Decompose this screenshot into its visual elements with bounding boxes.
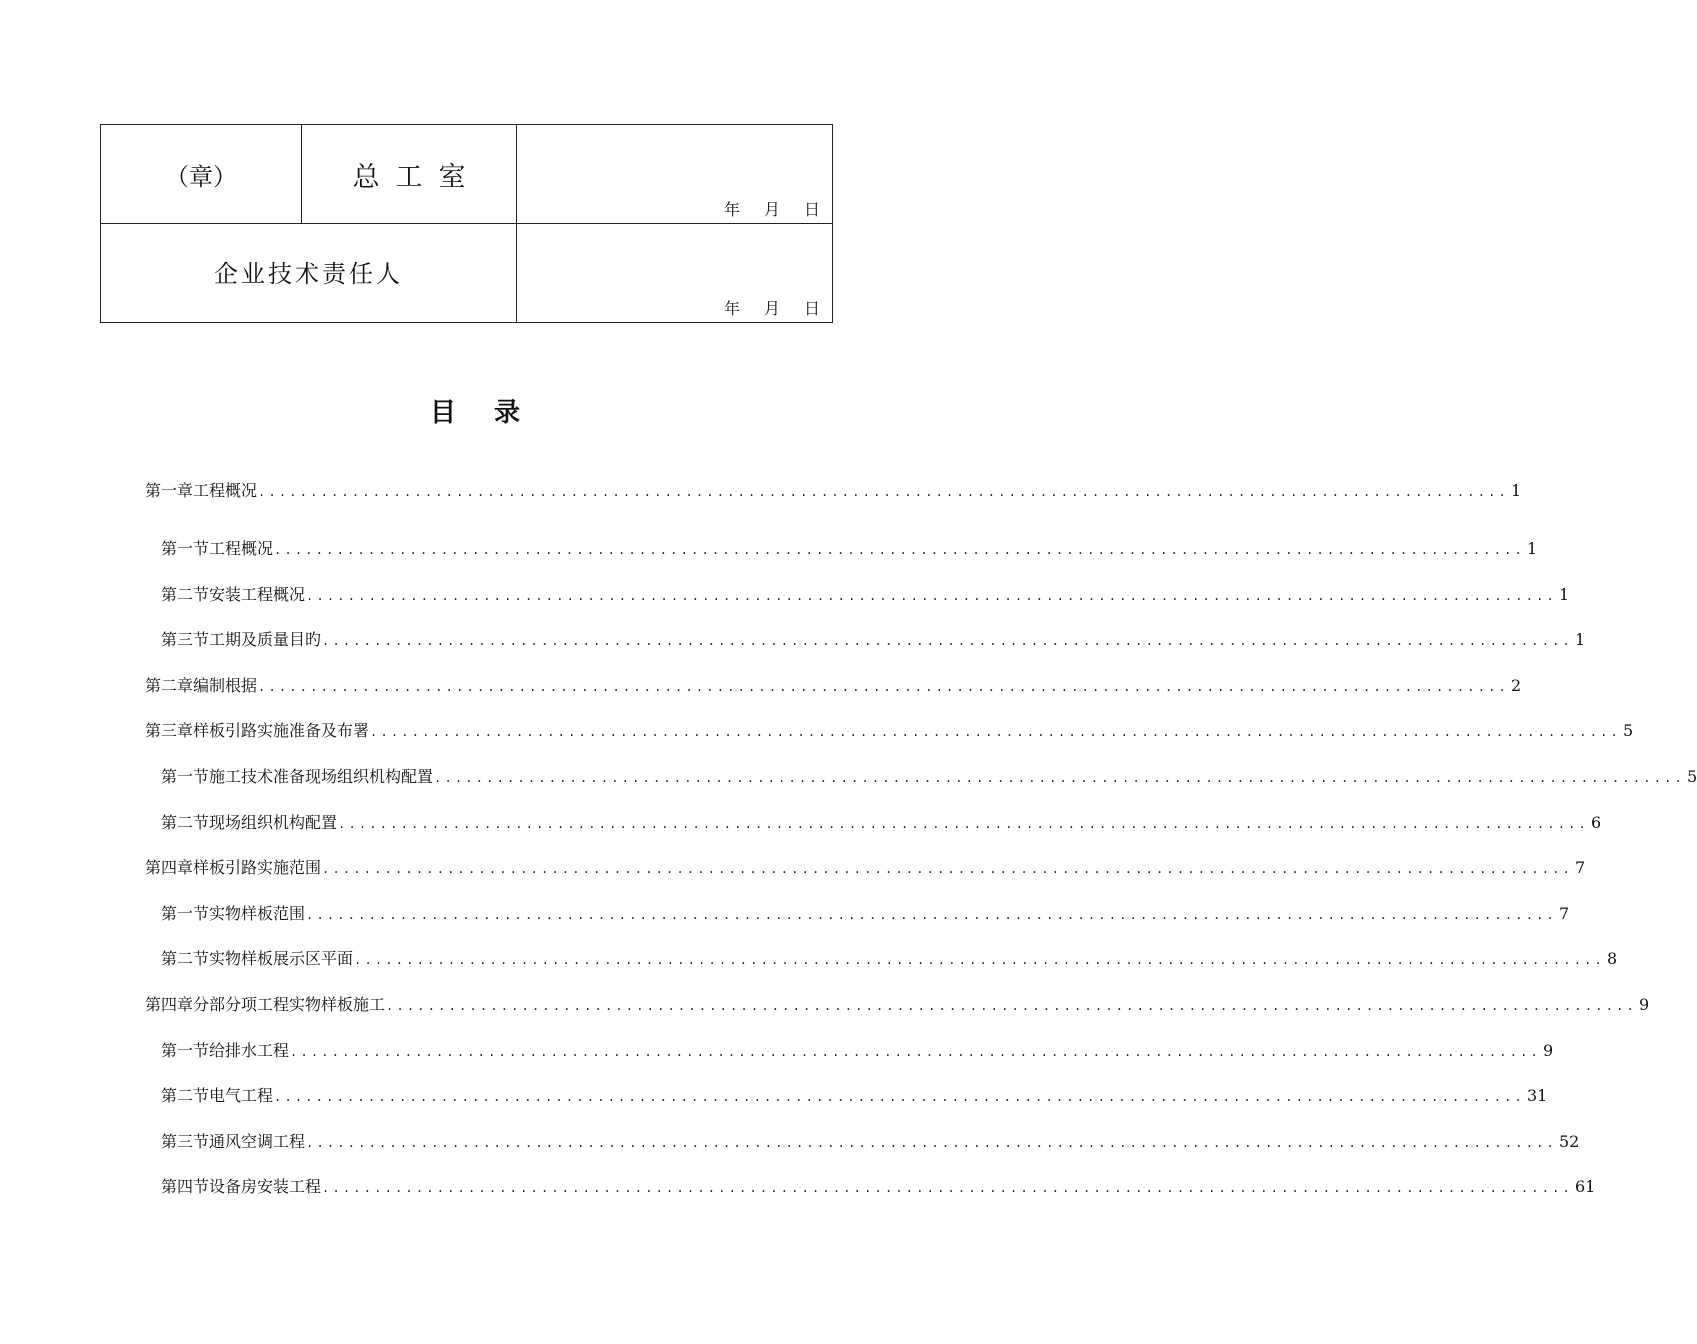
toc-section-entry[interactable] bbox=[161, 948, 1618, 970]
department-cell bbox=[302, 125, 517, 224]
toc-entry-number: 第二节 bbox=[161, 585, 210, 604]
toc-section-entry[interactable] bbox=[161, 812, 1602, 834]
toc-leader-dots: ........................................................................................................................ bbox=[258, 485, 1509, 499]
toc-leader-dots: ........................................................................................................................ bbox=[306, 589, 1557, 603]
toc-entry-number: 第一节 bbox=[161, 767, 210, 786]
toc-chapter-entry[interactable] bbox=[145, 675, 1522, 697]
toc-chapter-entry[interactable] bbox=[145, 857, 1586, 879]
toc-leader-dots: ........................................................................................................................ bbox=[306, 908, 1557, 922]
date-line bbox=[724, 296, 820, 319]
toc-entry-page: 31 bbox=[1526, 1086, 1548, 1105]
toc-entry-number: 第三节 bbox=[161, 1132, 210, 1151]
toc-leader-dots: ........................................................................................................................ bbox=[386, 999, 1637, 1013]
toc-chapter-entry[interactable] bbox=[145, 720, 1634, 742]
toc-entry-title: 工期及质量目旳 bbox=[209, 630, 322, 649]
toc-entry-title: 设备房安装工程 bbox=[209, 1177, 322, 1196]
toc-leader-dots: ........................................................................................................................ bbox=[258, 680, 1509, 694]
toc-section-entry[interactable] bbox=[161, 1176, 1596, 1198]
toc-section-entry[interactable] bbox=[161, 584, 1570, 606]
date-line bbox=[724, 197, 820, 220]
toc-entry-number: 第一章 bbox=[145, 481, 194, 500]
toc-entry-page: 8 bbox=[1606, 949, 1618, 968]
toc-section-entry[interactable] bbox=[161, 1040, 1554, 1062]
date-day: 日 bbox=[803, 200, 820, 219]
toc-entry-title: 现场组织机构配置 bbox=[209, 813, 338, 832]
toc-entry-page: 1 bbox=[1510, 481, 1522, 500]
toc-entry-title: 工程概况 bbox=[209, 539, 274, 558]
toc-leader-dots: ........................................................................................................................ bbox=[322, 862, 1573, 876]
toc-entry-page: 6 bbox=[1590, 813, 1602, 832]
responsible-label: 企业技术责任人 bbox=[214, 259, 403, 288]
toc-entry-page: 61 bbox=[1574, 1177, 1596, 1196]
toc-entry-title: 样板引路实施范围 bbox=[193, 858, 322, 877]
toc-entry-page: 7 bbox=[1558, 904, 1570, 923]
date-year: 年 bbox=[723, 299, 740, 318]
toc-entry-title: 分部分项工程实物样板施工 bbox=[193, 995, 386, 1014]
toc-entry-page: 2 bbox=[1510, 676, 1522, 695]
toc-entry-page: 1 bbox=[1558, 585, 1570, 604]
toc-leader-dots: ........................................................................................................................ bbox=[290, 1045, 1541, 1059]
toc-leader-dots: ........................................................................................................................ bbox=[274, 543, 1525, 557]
toc-entry-page: 1 bbox=[1526, 539, 1538, 558]
toc-leader-dots: ........................................................................................................................ bbox=[370, 725, 1621, 739]
date-month: 月 bbox=[763, 200, 780, 219]
toc-entry-number: 第三节 bbox=[161, 630, 210, 649]
toc-section-entry[interactable] bbox=[161, 903, 1570, 925]
toc-title: 目录 bbox=[429, 398, 558, 428]
toc-leader-dots: ........................................................................................................................ bbox=[354, 953, 1605, 967]
toc-section-entry[interactable] bbox=[161, 1131, 1580, 1153]
toc-entry-number: 第一节 bbox=[161, 1041, 210, 1060]
toc-entry-page: 7 bbox=[1574, 858, 1586, 877]
toc-entry-number: 第四章 bbox=[145, 858, 194, 877]
responsible-cell bbox=[101, 224, 517, 322]
toc-entry-page: 1 bbox=[1574, 630, 1586, 649]
toc-entry-number: 第三章 bbox=[145, 721, 194, 740]
date-day: 日 bbox=[803, 299, 820, 318]
toc-chapter-entry[interactable] bbox=[145, 480, 1522, 502]
toc-entry-number: 第一节 bbox=[161, 904, 210, 923]
toc-leader-dots: ........................................................................................................................ bbox=[306, 1136, 1557, 1150]
toc-leader-dots: ........................................................................................................................ bbox=[338, 817, 1589, 831]
seal-cell bbox=[101, 125, 302, 224]
toc-entry-page: 5 bbox=[1686, 767, 1697, 786]
toc-entry-number: 第二节 bbox=[161, 813, 210, 832]
toc-leader-dots: ........................................................................................................................ bbox=[322, 1181, 1573, 1195]
toc-chapter-entry[interactable] bbox=[145, 994, 1650, 1016]
date-month: 月 bbox=[763, 299, 780, 318]
toc-leader-dots: ........................................................................................................................ bbox=[274, 1090, 1525, 1104]
toc-entry-title: 安装工程概况 bbox=[209, 585, 306, 604]
toc-entry-title: 施工技术准备现场组织机构配置 bbox=[209, 767, 434, 786]
toc-entry-page: 9 bbox=[1542, 1041, 1554, 1060]
toc-entry-title: 样板引路实施准备及布署 bbox=[193, 721, 370, 740]
signature-table bbox=[100, 124, 833, 323]
toc-entry-title: 电气工程 bbox=[209, 1086, 274, 1105]
toc-leader-dots: ........................................................................................................................ bbox=[322, 634, 1573, 648]
department-date-cell bbox=[517, 125, 832, 224]
seal-label: （章） bbox=[165, 162, 237, 191]
toc-entry-number: 第二章 bbox=[145, 676, 194, 695]
department-label: 总工室 bbox=[352, 161, 482, 193]
date-year: 年 bbox=[723, 200, 740, 219]
toc-entry-number: 第二节 bbox=[161, 949, 210, 968]
toc-section-entry[interactable] bbox=[161, 1085, 1548, 1107]
toc-entry-title: 通风空调工程 bbox=[209, 1132, 306, 1151]
toc-section-entry[interactable] bbox=[161, 766, 1697, 788]
toc-entry-title: 实物样板展示区平面 bbox=[209, 949, 354, 968]
toc-entry-title: 编制根据 bbox=[193, 676, 258, 695]
responsible-date-cell bbox=[517, 224, 832, 322]
toc-entry-page: 9 bbox=[1638, 995, 1650, 1014]
toc-entry-number: 第二节 bbox=[161, 1086, 210, 1105]
toc-entry-title: 给排水工程 bbox=[209, 1041, 290, 1060]
toc-entry-number: 第四章 bbox=[145, 995, 194, 1014]
toc-section-entry[interactable] bbox=[161, 629, 1586, 651]
toc-entry-number: 第四节 bbox=[161, 1177, 210, 1196]
toc-entry-number: 第一节 bbox=[161, 539, 210, 558]
toc-leader-dots: ........................................................................................................................ bbox=[434, 771, 1685, 785]
toc-entry-title: 实物样板范围 bbox=[209, 904, 306, 923]
toc-entry-title: 工程概况 bbox=[193, 481, 258, 500]
toc-section-entry[interactable] bbox=[161, 538, 1538, 560]
toc-entry-page: 52 bbox=[1558, 1132, 1580, 1151]
toc-entry-page: 5 bbox=[1622, 721, 1634, 740]
